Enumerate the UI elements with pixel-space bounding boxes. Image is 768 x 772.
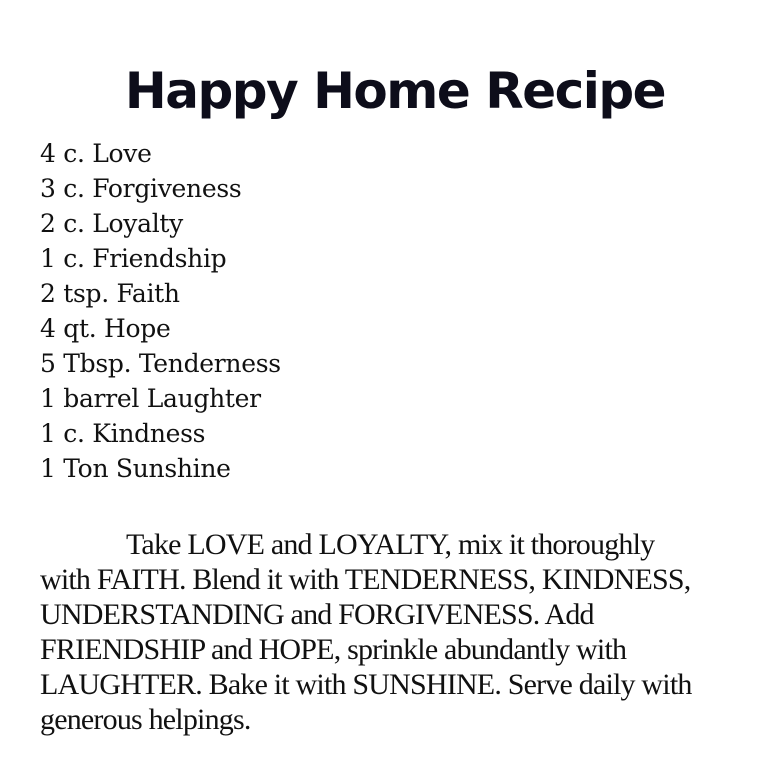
instructions-line: LAUGHTER. Bake it with SUNSHINE. Serve daily with: [40, 668, 692, 701]
ingredient-item: 1 Ton Sunshine: [40, 454, 231, 483]
instructions-line: generous helpings.: [40, 703, 251, 736]
ingredient-item: 2 c. Loyalty: [40, 209, 183, 238]
ingredient-list: [40, 136, 281, 486]
instructions-line: UNDERSTANDING and FORGIVENESS. Add: [40, 598, 594, 631]
ingredient-item: 4 c. Love: [40, 139, 152, 168]
ingredient-item: 1 c. Friendship: [40, 244, 227, 273]
ingredient-item: 2 tsp. Faith: [40, 279, 180, 308]
ingredient-item: 4 qt. Hope: [40, 314, 171, 343]
instructions-line: Take LOVE and LOYALTY, mix it thoroughly: [126, 528, 655, 561]
ingredient-item: 3 c. Forgiveness: [40, 174, 242, 203]
page-title: Happy Home Recipe: [124, 61, 666, 120]
instructions-line: FRIENDSHIP and HOPE, sprinkle abundantly with: [40, 633, 627, 666]
ingredient-item: 5 Tbsp. Tenderness: [40, 349, 281, 378]
ingredient-item: 1 c. Kindness: [40, 419, 206, 448]
instructions-paragraph: [40, 527, 760, 737]
instructions-line: with FAITH. Blend it with TENDERNESS, KINDNESS,: [40, 563, 691, 596]
ingredient-item: 1 barrel Laughter: [40, 384, 261, 413]
